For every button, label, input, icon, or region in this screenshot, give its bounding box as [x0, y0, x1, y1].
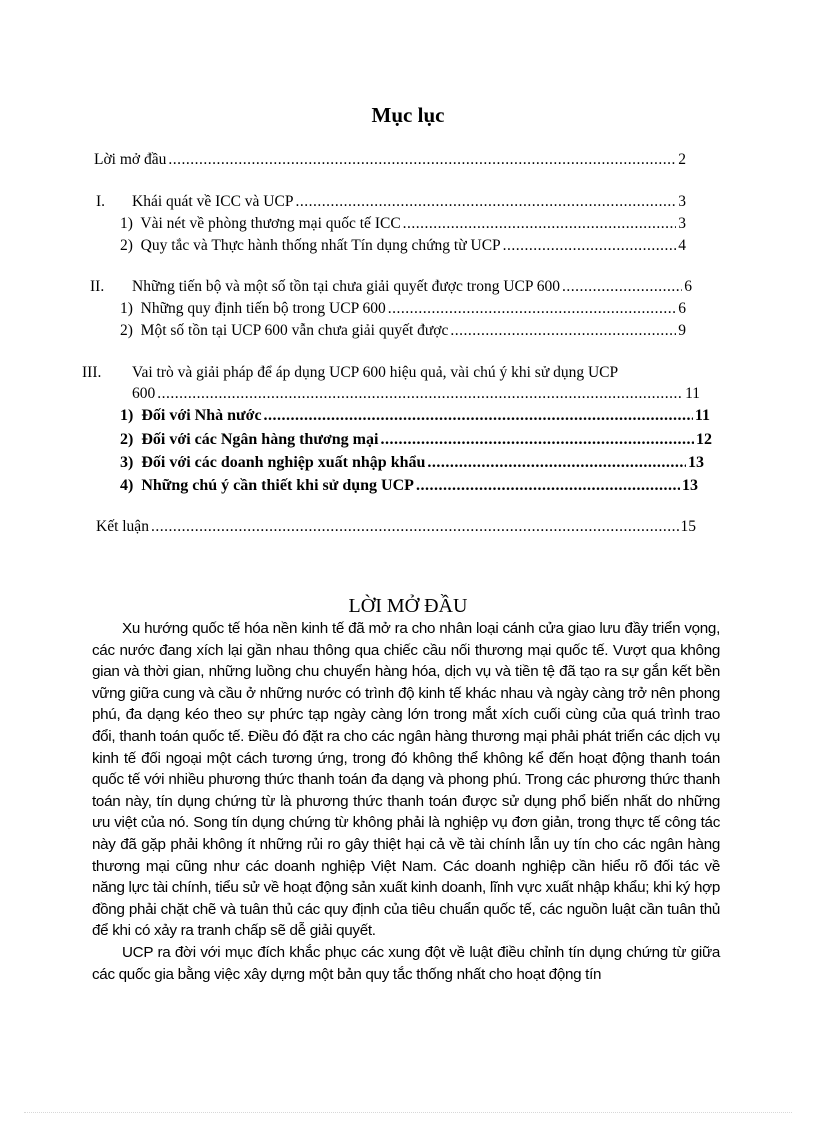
toc-leader-dots [388, 300, 677, 318]
toc-entry-subsection[interactable] [120, 431, 712, 449]
toc-entry-section-1[interactable] [132, 193, 686, 211]
toc-leader-dots [295, 193, 676, 211]
toc-entry-label [120, 454, 425, 472]
toc-item-text: Vài nét về phòng thương mại quốc tế ICC [140, 215, 401, 232]
toc-entry-page: 6 [678, 300, 686, 317]
toc-item-number: 4) [120, 477, 134, 494]
toc-leader-dots [264, 407, 693, 425]
toc-section-number: III. [82, 364, 102, 381]
toc-entry-label: Những tiến bộ và một số tồn tại chưa giải quyết được trong UCP 600 [132, 278, 561, 295]
toc-entry-page: 13 [688, 454, 704, 471]
toc-item-text: Đối với các doanh nghiệp xuất nhập khẩu [141, 454, 426, 471]
toc-item-number: 1) [120, 407, 134, 424]
toc-entry-page: 3 [678, 215, 686, 232]
toc-item-text: Những chú ý cần thiết khi sử dụng UCP [141, 477, 414, 494]
toc-entry-page: 13 [682, 477, 698, 494]
toc-entry-page: 11 [685, 385, 700, 402]
toc-leader-dots [562, 278, 682, 296]
toc-entry-subsection[interactable] [120, 237, 686, 255]
toc-item-text: Đối với Nhà nước [141, 407, 262, 424]
toc-entry-label: Vai trò và giải pháp để áp dụng UCP 600 hiệu quả, vài chú ý khi sử dụng UCP [132, 364, 619, 381]
toc-entry-label [120, 407, 262, 425]
toc-entry-subsection[interactable] [120, 454, 704, 472]
toc-entry-page: 9 [678, 322, 686, 339]
toc-leader-dots [403, 215, 677, 233]
toc-item-number: 1) [120, 300, 133, 317]
toc-leader-dots [503, 237, 677, 255]
toc-item-text: Quy tắc và Thực hành thống nhất Tín dụng chứng từ UCP [140, 237, 501, 254]
toc-entry-label: Lời mở đầu [94, 151, 167, 168]
toc-entry-label [120, 215, 401, 233]
toc-entry-label: Kết luận [96, 518, 149, 535]
toc-entry-label [120, 237, 501, 255]
toc-entry-label [120, 300, 386, 318]
toc-entry-label: 600 [132, 385, 156, 402]
toc-entry-intro[interactable] [94, 151, 686, 169]
toc-leader-dots [380, 431, 694, 449]
toc-entry-label [120, 477, 414, 495]
toc-entry-section-3-line2[interactable] [132, 385, 700, 403]
toc-entry-conclusion[interactable] [96, 518, 696, 536]
toc-entry-page: 11 [694, 407, 710, 424]
toc-item-number: 3) [120, 454, 134, 471]
toc-entry-subsection[interactable] [120, 300, 686, 318]
page-bottom-border [24, 1112, 792, 1113]
toc-leader-dots [168, 151, 676, 169]
toc-entry-subsection[interactable] [120, 477, 698, 495]
toc-leader-dots [151, 518, 679, 536]
toc-item-number: 2) [120, 431, 134, 448]
toc-entry-section-3-line1[interactable] [132, 364, 722, 382]
toc-section-number: I. [96, 193, 106, 210]
toc-entry-subsection[interactable] [120, 407, 710, 425]
intro-paragraph: UCP ra đời với mục đích khắc phục các xung đột về luật điều chỉnh tín dụng chứng từ giữa các quốc gia bằng việc xây dựng một bản quy tắc thống nhất cho hoạt động tín [92, 943, 720, 983]
intro-paragraph: Xu hướng quốc tế hóa nền kinh tế đã mở ra cho nhân loại cánh cửa giao lưu đầy triển vọng, các nước đang xích lại gần nhau thông qua chiếc cầu nối thương mại quốc tế. Vượt qua không gian và thời gian, những luồng chu chuyển hàng hóa, dịch vụ và tiền tệ đã tạo ra sự gắn kết bền vững giữa cung và cầu ở những nước có trình độ kinh tế khác nhau và ngày càng trở nên phong phú, đa dạng kéo theo sự phức tạp ngày càng lớn trong mắt xích cuối cùng của quá trình trao đổi, thanh toán quốc tế. Điều đó đặt ra cho các ngân hàng thương mại phải phát triển các dịch vụ kinh tế đối ngoại một cách tương ứng, trong đó không thể không kể đến hoạt động thanh toán quốc tế với nhiều phương thức thanh toán đa dạng và phong phú. Trong các phương thức thanh toán này, tín dụng chứng từ là phương thức thanh toán được sử dụng phổ biến nhất do những ưu việt của nó. Song tín dụng chứng từ không phải là nghiệp vụ đơn giản, trong thực tế công tác này đã gặp phải không ít những rủi ro gây thiệt hại cả về tài chính lẫn uy tín cho các ngân hàng thương mại cũng như các doanh nghiệp Việt Nam. Các doanh nghiệp cần hiểu rõ đối tác về năng lực tài chính, tiểu sử về hoạt động sản xuất kinh doanh, lĩnh vực xuất nhập khẩu; khi ký hợp đồng phải chặt chẽ và tuân thủ các quy định của tiêu chuẩn quốc tế, các nguồn luật cần tuân thủ để khi có xảy ra tranh chấp sẽ dễ giải quyết. [92, 620, 720, 940]
toc-entry-label: Khái quát về ICC và UCP [132, 193, 294, 210]
toc-entry-page: 4 [678, 237, 686, 254]
toc-section-number: II. [90, 278, 105, 295]
toc-entry-page: 3 [678, 193, 686, 210]
toc-entry-subsection[interactable] [120, 322, 686, 340]
toc-item-text: Đối với các Ngân hàng thương mại [141, 431, 379, 448]
toc-entry-page: 12 [696, 431, 712, 448]
toc-item-number: 2) [120, 237, 133, 254]
intro-heading: LỜI MỞ ĐẦU [348, 595, 468, 617]
toc-item-number: 2) [120, 322, 133, 339]
toc-title: Mục lục [371, 103, 445, 127]
toc-leader-dots [416, 477, 680, 495]
toc-leader-dots [450, 322, 676, 340]
toc-entry-section-2[interactable] [132, 278, 692, 296]
intro-body [92, 618, 720, 985]
toc-entry-page: 6 [684, 278, 692, 295]
toc-leader-dots [157, 385, 683, 403]
toc-entry-page: 15 [680, 518, 696, 535]
toc-entry-label [120, 322, 448, 340]
toc-leader-dots [427, 454, 686, 472]
toc-entry-page: 2 [678, 151, 686, 168]
toc-item-text: Những quy định tiến bộ trong UCP 600 [140, 300, 386, 317]
toc-entry-label [120, 431, 378, 449]
toc-item-text: Một số tồn tại UCP 600 vẫn chưa giải quyết được [140, 322, 449, 339]
toc-entry-subsection[interactable] [120, 215, 686, 233]
toc-item-number: 1) [120, 215, 133, 232]
